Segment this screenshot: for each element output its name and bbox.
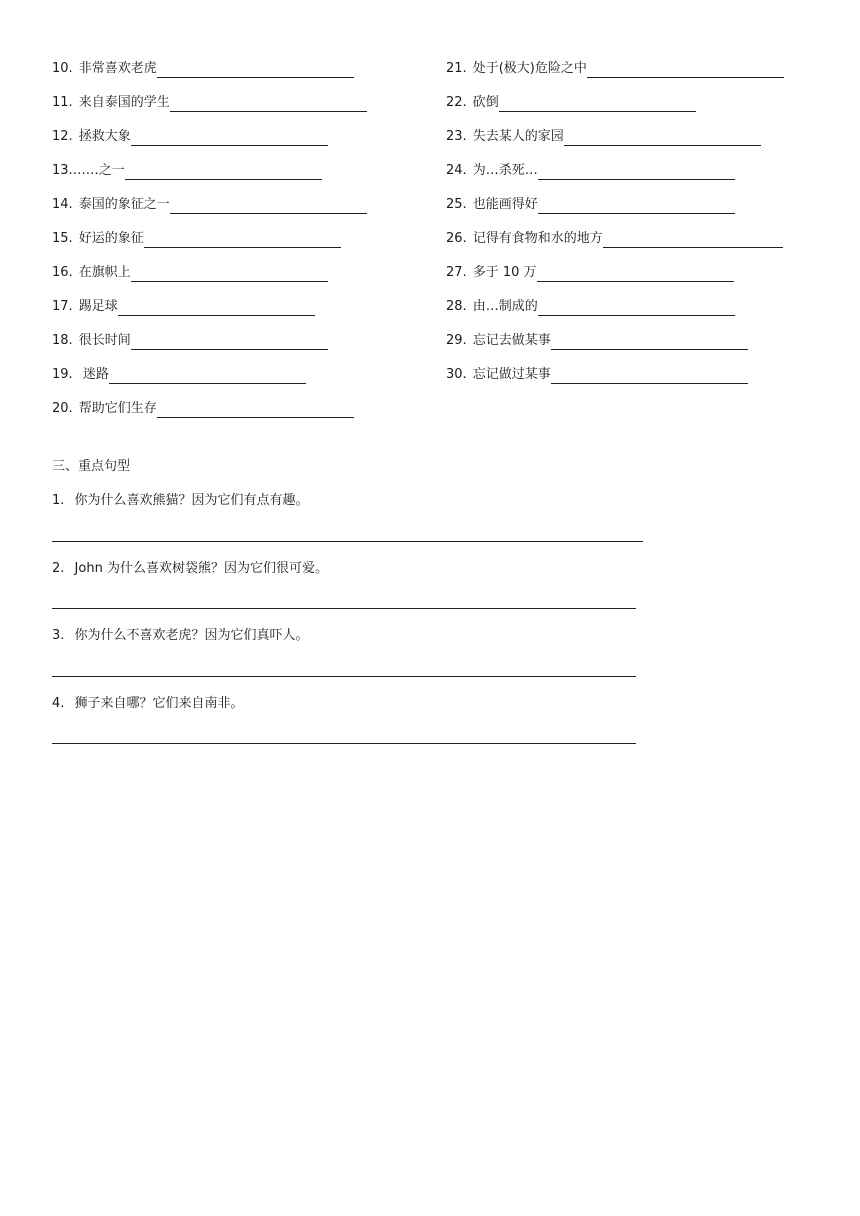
vocab-item-18 [52,332,328,350]
vocab-text: 也能画得好 [472,197,538,212]
vocab-item-13 [52,162,322,180]
vocab-number: 21. [446,61,467,76]
vocab-item-10 [52,60,354,78]
answer-blank[interactable] [131,266,328,282]
answer-blank[interactable] [118,300,315,316]
vocab-number: 11. [52,95,73,110]
vocab-text: 帮助它们生存 [78,401,157,416]
vocab-number: 23. [446,129,467,144]
vocab-number: 26. [446,231,467,246]
sentence-text: 狮子来自哪？它们来自南非。 [74,696,244,711]
vocab-number: 30. [446,367,467,382]
sentence-text: 你为什么不喜欢老虎？因为它们真吓人。 [74,628,309,643]
sentence-number: 2. [52,561,65,576]
vocab-number: 25. [446,197,467,212]
section-title: 三、重点句型 [52,459,131,474]
answer-blank[interactable] [587,62,784,78]
answer-blank[interactable] [603,232,783,248]
sentence-1 [52,492,309,510]
sentence-2 [52,560,328,578]
vocab-number: 10. [52,61,73,76]
vocab-number: 12. [52,129,73,144]
answer-line-2[interactable] [52,608,636,609]
vocab-item-17 [52,298,315,316]
vocab-number: 14. [52,197,73,212]
vocab-item-16 [52,264,328,282]
sentence-number: 1. [52,493,65,508]
answer-blank[interactable] [538,300,735,316]
vocab-text: 失去某人的家园 [472,129,564,144]
vocab-item-20 [52,400,354,418]
answer-line-3[interactable] [52,676,636,677]
answer-blank[interactable] [538,198,735,214]
vocab-item-22 [446,94,696,112]
vocab-item-29 [446,332,748,350]
vocab-number: 27. [446,265,467,280]
vocab-text: 来自泰国的学生 [78,95,170,110]
vocab-item-19 [52,366,306,384]
vocab-text: 记得有食物和水的地方 [472,231,603,246]
vocab-item-26 [446,230,783,248]
vocab-text: 为…杀死… [472,163,538,178]
answer-blank[interactable] [170,96,367,112]
vocab-item-25 [446,196,735,214]
vocab-item-30 [446,366,748,384]
sentence-text: 你为什么喜欢熊猫？因为它们有点有趣。 [74,493,309,508]
answer-blank[interactable] [131,130,328,146]
answer-blank[interactable] [125,164,322,180]
vocab-item-28 [446,298,735,316]
answer-blank[interactable] [499,96,696,112]
vocab-text: 很长时间 [78,333,131,348]
answer-line-1[interactable] [52,541,643,542]
vocab-text: 多于 10 万 [472,265,537,280]
vocab-text: 砍倒 [472,95,499,110]
vocab-item-11 [52,94,367,112]
vocab-item-12 [52,128,328,146]
vocab-number: 18. [52,333,73,348]
answer-blank[interactable] [157,62,354,78]
sentence-4 [52,695,244,713]
vocab-text: 处于(极大)危险之中 [472,61,587,76]
vocab-number: 29. [446,333,467,348]
vocab-number: 17. [52,299,73,314]
answer-blank[interactable] [157,402,354,418]
vocab-text: 迷路 [78,367,109,382]
answer-blank[interactable] [131,334,328,350]
vocab-text: 泰国的象征之一 [78,197,170,212]
vocab-item-24 [446,162,735,180]
vocab-text: 忘记做过某事 [472,367,551,382]
vocab-number: 16. [52,265,73,280]
vocab-number: 24. [446,163,467,178]
vocab-text: 由…制成的 [472,299,538,314]
vocab-number: 20. [52,401,73,416]
vocab-item-14 [52,196,367,214]
vocab-text: 非常喜欢老虎 [78,61,157,76]
vocab-text: 好运的象征 [78,231,144,246]
vocab-text: ……之一 [72,163,125,178]
vocab-number: 13. [52,163,73,178]
vocab-text: 忘记去做某事 [472,333,551,348]
answer-blank[interactable] [551,334,748,350]
vocab-number: 19. [52,367,73,382]
answer-line-4[interactable] [52,743,636,744]
answer-blank[interactable] [170,198,367,214]
vocab-text: 在旗帜上 [78,265,131,280]
answer-blank[interactable] [564,130,761,146]
sentence-number: 3. [52,628,65,643]
answer-blank[interactable] [538,164,735,180]
sentence-number: 4. [52,696,65,711]
vocab-item-23 [446,128,761,146]
vocab-number: 28. [446,299,467,314]
vocab-text: 拯救大象 [78,129,131,144]
vocab-item-15 [52,230,341,248]
vocab-item-27 [446,264,734,282]
answer-blank[interactable] [109,368,306,384]
answer-blank[interactable] [537,266,734,282]
sentence-3 [52,627,309,645]
answer-blank[interactable] [551,368,748,384]
vocab-item-21 [446,60,784,78]
answer-blank[interactable] [144,232,341,248]
sentence-text: John 为什么喜欢树袋熊？因为它们很可爱。 [74,561,328,576]
vocab-number: 15. [52,231,73,246]
vocab-text: 踢足球 [78,299,118,314]
vocab-number: 22. [446,95,467,110]
